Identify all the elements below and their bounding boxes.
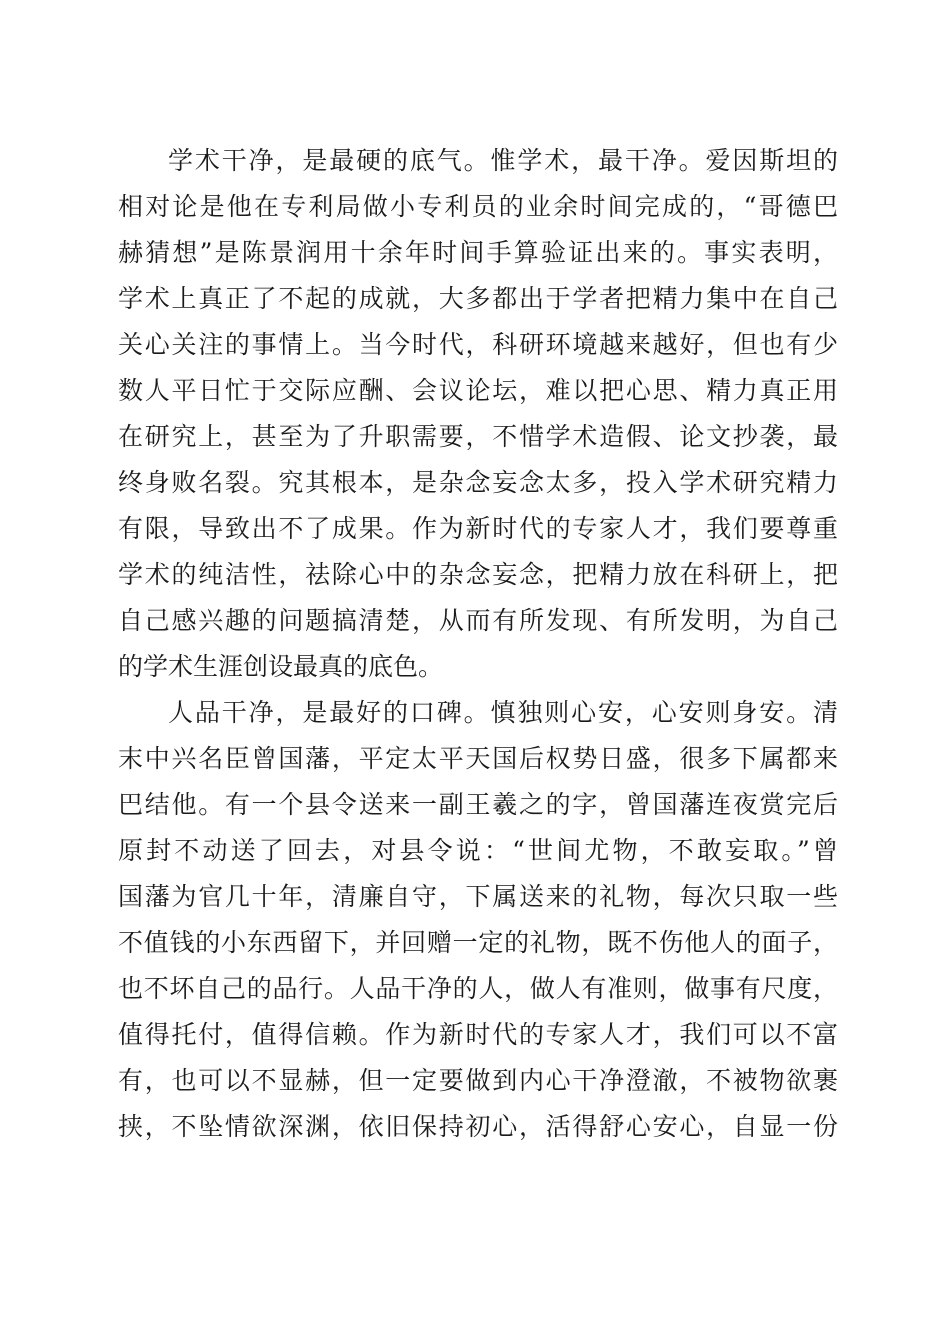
paragraph-line: 国藩为官几十年，清廉自守，下属送来的礼物，每次只取一些 bbox=[118, 882, 838, 911]
paragraph-line: 的学术生涯创设最真的底色。 bbox=[118, 652, 444, 681]
paragraph-line: 有，也可以不显赫，但一定要做到内心干净澄澈，不被物欲裹 bbox=[118, 1066, 838, 1095]
paragraph-line: 数人平日忙于交际应酬、会议论坛，难以把心思、精力真正用 bbox=[118, 376, 838, 405]
paragraph-line: 末中兴名臣曾国藩，平定太平天国后权势日盛，很多下属都来 bbox=[118, 744, 838, 773]
paragraph-line: 原封不动送了回去，对县令说：“世间尤物，不敢妄取。”曾 bbox=[118, 836, 838, 865]
paragraph-line: 在研究上，甚至为了升职需要，不惜学术造假、论文抄袭，最 bbox=[118, 422, 838, 451]
paragraph-line: 不值钱的小东西留下，并回赠一定的礼物，既不伤他人的面子， bbox=[118, 928, 838, 957]
paragraph-line: 学术干净，是最硬的底气。惟学术，最干净。爱因斯坦的 bbox=[168, 146, 838, 175]
paragraph-line: 有限，导致出不了成果。作为新时代的专家人才，我们要尊重 bbox=[118, 514, 838, 543]
paragraph-line: 关心关注的事情上。当今时代，科研环境越来越好，但也有少 bbox=[118, 330, 838, 359]
paragraph-academic-integrity bbox=[118, 138, 838, 690]
paragraph-line: 赫猜想”是陈景润用十余年时间手算验证出来的。事实表明， bbox=[118, 238, 838, 267]
paragraph-line: 相对论是他在专利局做小专利员的业余时间完成的，“哥德巴 bbox=[118, 192, 838, 221]
paragraph-line: 自己感兴趣的问题搞清楚，从而有所发现、有所发明，为自己 bbox=[118, 606, 838, 635]
paragraph-line: 人品干净，是最好的口碑。慎独则心安，心安则身安。清 bbox=[168, 698, 838, 727]
paragraph-line: 挟，不坠情欲深渊，依旧保持初心，活得舒心安心，自显一份 bbox=[118, 1112, 838, 1141]
paragraph-line: 也不坏自己的品行。人品干净的人，做人有准则，做事有尺度， bbox=[118, 974, 838, 1003]
paragraph-personal-integrity bbox=[118, 690, 838, 1150]
paragraph-line: 学术的纯洁性，祛除心中的杂念妄念，把精力放在科研上，把 bbox=[118, 560, 838, 589]
paragraph-line: 巴结他。有一个县令送来一副王羲之的字，曾国藩连夜赏完后 bbox=[118, 790, 838, 819]
body-text bbox=[118, 138, 838, 1150]
paragraph-line: 值得托付，值得信赖。作为新时代的专家人才，我们可以不富 bbox=[118, 1020, 838, 1049]
paragraph-line: 学术上真正了不起的成就，大多都出于学者把精力集中在自己 bbox=[118, 284, 838, 313]
paragraph-line: 终身败名裂。究其根本，是杂念妄念太多，投入学术研究精力 bbox=[118, 468, 838, 497]
